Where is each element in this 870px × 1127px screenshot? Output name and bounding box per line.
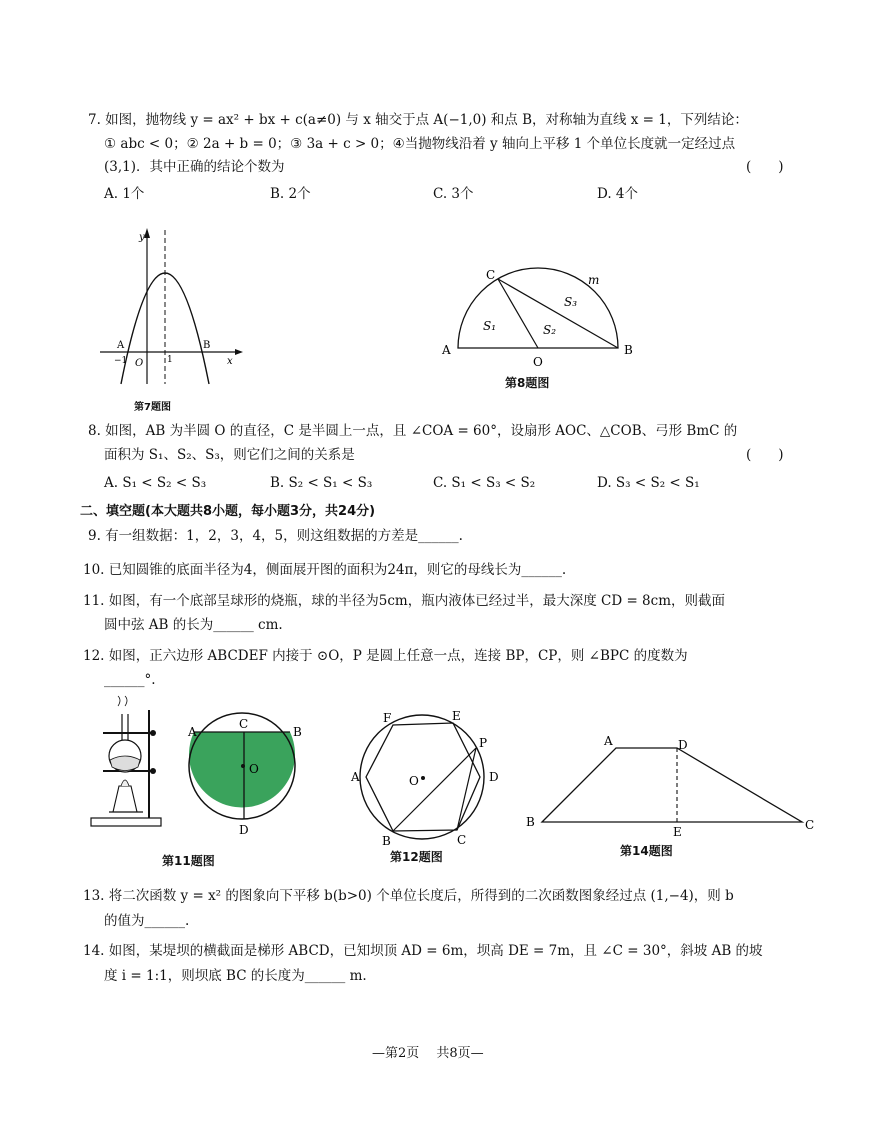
point-o-label: O <box>533 355 543 369</box>
point-a-label: A <box>117 340 125 351</box>
q13-line2: 的值为______. <box>104 913 190 929</box>
q8-line1: 8. 如图，AB 为半圆 O 的直径，C 是半圆上一点，且 ∠COA = 60°，设扇形 AOC、△COB、弓形 BmC 的 <box>88 423 738 439</box>
point-a-label: A <box>442 343 451 357</box>
q8-option-b: B. S₂ < S₁ < S₃ <box>270 475 373 491</box>
point-f-label: F <box>383 711 392 725</box>
point-d-label: D <box>678 738 688 752</box>
q8-option-a: A. S₁ < S₂ < S₃ <box>104 475 207 491</box>
arc-m-label: m <box>588 273 600 287</box>
point-o-label: O <box>249 762 259 776</box>
s1-label: S₁ <box>483 319 497 333</box>
q14-line2: 度 i = 1:1，则坝底 BC 的长度为______ m. <box>104 968 367 984</box>
point-o-label: O <box>409 774 419 788</box>
segment-oc <box>498 279 538 348</box>
q9-text: 9. 有一组数据：1，2，3，4，5，则这组数据的方差是______. <box>88 528 463 544</box>
q11-caption: 第11题图 <box>162 854 215 868</box>
page-footer: —第2页 共8页— <box>372 1046 484 1061</box>
origin-label: O <box>135 358 144 369</box>
q8-semicircle-figure <box>440 262 640 369</box>
burner <box>113 786 137 812</box>
q8-line2: 面积为 S₁、S₂、S₃，则它们之间的关系是 <box>104 447 355 463</box>
q11-line1: 11. 如图，有一个底部呈球形的烧瓶，球的半径为5cm，瓶内液体已经过半，最大深度 CD = 8cm，则截面 <box>83 593 726 609</box>
q7-caption: 第7题图 <box>134 402 171 413</box>
q14-line1: 14. 如图，某堤坝的横截面是梯形 ABCD，已知坝顶 AD = 6m，坝高 DE = 7m，且 ∠C = 30°，斜坡 AB 的坡 <box>83 943 763 959</box>
point-c-label: C <box>805 818 815 832</box>
y-label: y <box>139 232 145 243</box>
point-p-label: P <box>479 736 488 750</box>
x-axis-arrow <box>235 349 243 355</box>
stand-base <box>91 818 161 826</box>
q8-option-c: C. S₁ < S₃ < S₂ <box>433 475 536 491</box>
point-d-label: D <box>239 823 249 837</box>
one-label: 1 <box>167 355 173 365</box>
q11-line2: 圆中弦 AB 的长为______ cm. <box>104 617 283 633</box>
point-a-label: A <box>351 770 360 784</box>
point-c-label: C <box>486 268 496 282</box>
q7-option-a: A. 1个 <box>104 186 145 202</box>
section-2-title: 二、填空题(本大题共8小题，每小题3分，共24分) <box>80 504 376 519</box>
s3-label: S₃ <box>564 295 578 309</box>
q7-option-b: B. 2个 <box>270 186 311 202</box>
q8-bracket: ( ) <box>746 447 784 463</box>
point-e-label: E <box>452 709 461 723</box>
point-c-label: C <box>457 833 467 847</box>
center-dot <box>421 776 425 780</box>
steam <box>118 696 127 706</box>
x-label: x <box>227 356 233 367</box>
point-b-label: B <box>293 725 302 739</box>
point-e-label: E <box>673 825 682 839</box>
point-b-label: B <box>382 834 391 848</box>
liquid-region <box>189 732 295 807</box>
neg-one-label: −1 <box>114 356 128 366</box>
center-dot <box>241 764 245 768</box>
segment-bp <box>393 748 476 831</box>
point-a-label: A <box>604 734 613 748</box>
s2-label: S₂ <box>543 323 557 337</box>
q7-line3: (3,1)．其中正确的结论个数为 <box>104 159 285 175</box>
y-axis-arrow <box>144 228 150 238</box>
flame <box>121 780 129 786</box>
point-d-label: D <box>489 770 499 784</box>
point-c-label: C <box>239 717 249 731</box>
q7-line1: 7. 如图，抛物线 y = ax² + bx + c(a≠0) 与 x 轴交于点 A(−1,0) 和点 B，对称轴为直线 x = 1，下列结论： <box>88 112 748 128</box>
q12-line2: ______°. <box>104 672 156 688</box>
q11-flask-apparatus <box>85 700 175 835</box>
q7-line2: ① abc < 0；② 2a + b = 0；③ 3a + c > 0；④当抛物线沿着 y 轴向上平移 1 个单位长度就一定经过点 <box>104 136 736 152</box>
q7-parabola-figure <box>95 222 245 392</box>
point-b-label: B <box>526 815 535 829</box>
segment-cp <box>457 748 476 830</box>
point-b-label: B <box>624 343 633 357</box>
q12-caption: 第12题图 <box>390 850 443 864</box>
point-b-label: B <box>203 340 211 351</box>
q8-option-d: D. S₃ < S₂ < S₁ <box>597 475 700 491</box>
q8-caption: 第8题图 <box>505 376 550 390</box>
q7-bracket: ( ) <box>746 159 784 175</box>
q14-trapezoid-figure <box>522 730 822 840</box>
q7-option-d: D. 4个 <box>597 186 639 202</box>
q14-caption: 第14题图 <box>620 844 673 858</box>
q12-hexagon-figure <box>345 705 505 850</box>
q12-line1: 12. 如图，正六边形 ABCDEF 内接于 ⊙O，P 是圆上任意一点，连接 BP，CP，则 ∠BPC 的度数为 <box>83 648 688 664</box>
trapezoid <box>542 748 802 822</box>
flask-liquid <box>110 756 140 771</box>
q7-option-c: C. 3个 <box>433 186 474 202</box>
point-a-label: A <box>188 725 197 739</box>
q10-text: 10. 已知圆锥的底面半径为4，侧面展开图的面积为24π，则它的母线长为______. <box>83 562 567 578</box>
q13-line1: 13. 将二次函数 y = x² 的图象向下平移 b(b>0) 个单位长度后，所得到的二次函数图象经过点 (1,−4)，则 b <box>83 888 734 904</box>
segment-cb <box>498 279 618 348</box>
q11-circle-figure <box>186 708 311 843</box>
